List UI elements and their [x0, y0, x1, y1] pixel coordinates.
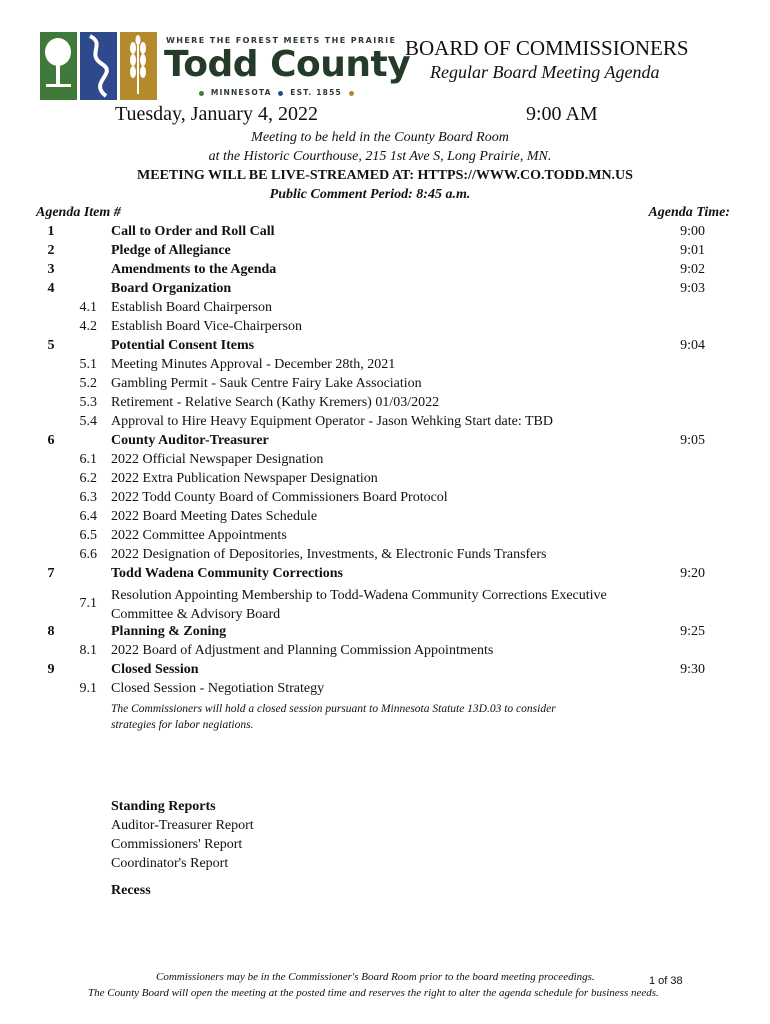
logo-est: EST. 1855 — [290, 88, 342, 97]
agenda-row — [0, 528, 770, 547]
agenda-subnumber: 7.1 — [79, 596, 97, 611]
agenda-row — [0, 452, 770, 471]
agenda-item-time: 9:04 — [680, 338, 705, 353]
agenda-item-7-1-line2: Committee & Advisory Board — [111, 607, 281, 622]
agenda-row — [0, 490, 770, 509]
standing-report-item: Commissioners' Report — [111, 837, 243, 852]
agenda-row — [0, 566, 770, 585]
agenda-subnumber: 6.5 — [79, 528, 97, 543]
agenda-item-time: 9:00 — [680, 224, 705, 239]
agenda-row — [0, 433, 770, 452]
standing-report-item: Coordinator's Report — [111, 856, 229, 871]
agenda-row — [0, 319, 770, 338]
agenda-row — [0, 300, 770, 319]
agenda-item-text: Amendments to the Agenda — [111, 262, 277, 277]
agenda-item-text: Call to Order and Roll Call — [111, 224, 275, 239]
agenda-item-text: Approval to Hire Heavy Equipment Operator - Jason Wehking Start date: TBD — [111, 414, 553, 429]
agenda-item-text: 2022 Board of Adjustment and Planning Commission Appointments — [111, 643, 494, 658]
closed-session-note — [111, 701, 556, 733]
agenda-item-time: 9:20 — [680, 566, 705, 581]
logo-subline — [196, 88, 357, 97]
closed-session-note-line1: The Commissioners will hold a closed session pursuant to Minnesota Statute 13D.03 to consider — [111, 703, 556, 715]
agenda-number: 4 — [47, 281, 55, 296]
agenda-item-text: Closed Session — [111, 662, 199, 677]
agenda-time-header: Agenda Time: — [648, 205, 730, 220]
agenda-number: 1 — [47, 224, 55, 239]
location-line-1: Meeting to be held in the County Board Room — [251, 130, 509, 145]
standing-report-item: Auditor-Treasurer Report — [111, 818, 254, 833]
agenda-item-text: Meeting Minutes Approval - December 28th, 2021 — [111, 357, 396, 372]
agenda-item-time: 9:25 — [680, 624, 705, 639]
dot-icon — [278, 91, 283, 96]
agenda-item-text: Establish Board Chairperson — [111, 300, 272, 315]
agenda-row — [0, 662, 770, 681]
agenda-item-time: 9:30 — [680, 662, 705, 677]
public-comment-period: Public Comment Period: 8:45 a.m. — [269, 187, 471, 202]
footer-line-2: The County Board will open the meeting at the posted time and reserves the right to alter the agenda schedule for business needs. — [88, 987, 659, 999]
board-subtitle: Regular Board Meeting Agenda — [430, 62, 660, 82]
footer-line-1: Commissioners may be in the Commissioner's Board Room prior to the board meeting proceedings. — [156, 971, 595, 983]
standing-reports-title: Standing Reports — [111, 799, 216, 814]
agenda-row — [0, 338, 770, 357]
agenda-item-text: 2022 Todd County Board of Commissioners Board Protocol — [111, 490, 448, 505]
agenda-item-text: County Auditor-Treasurer — [111, 433, 269, 448]
wheat-icon — [120, 32, 157, 100]
agenda-row — [0, 262, 770, 281]
agenda-subnumber: 9.1 — [79, 681, 97, 696]
agenda-number: 5 — [47, 338, 55, 353]
dot-icon — [349, 91, 354, 96]
agenda-row — [0, 509, 770, 528]
dot-icon — [199, 91, 204, 96]
logo-name: Todd County — [164, 44, 411, 85]
agenda-row — [0, 376, 770, 395]
agenda-item-text: 2022 Extra Publication Newspaper Designation — [111, 471, 378, 486]
agenda-item-text: 2022 Official Newspaper Designation — [111, 452, 324, 467]
agenda-item-text: Gambling Permit - Sauk Centre Fairy Lake Association — [111, 376, 422, 391]
agenda-item-7-1 — [111, 586, 607, 624]
meeting-date: Tuesday, January 4, 2022 — [115, 103, 318, 125]
agenda-item-text: Pledge of Allegiance — [111, 243, 231, 258]
agenda-subnumber: 5.3 — [79, 395, 97, 410]
agenda-row — [0, 224, 770, 243]
livestream-notice: MEETING WILL BE LIVE-STREAMED AT: HTTPS://WWW.CO.TODD.MN.US — [137, 168, 633, 183]
agenda-row — [0, 281, 770, 300]
agenda-subnumber: 6.3 — [79, 490, 97, 505]
agenda-subnumber: 6.2 — [79, 471, 97, 486]
agenda-item-text: 2022 Designation of Depositories, Investments, & Electronic Funds Transfers — [111, 547, 547, 562]
agenda-number: 7 — [47, 566, 55, 581]
agenda-row — [0, 471, 770, 490]
agenda-number: 2 — [47, 243, 55, 258]
agenda-row — [0, 547, 770, 566]
agenda-item-header: Agenda Item # — [36, 205, 121, 220]
agenda-number: 6 — [47, 433, 55, 448]
agenda-item-text: 2022 Committee Appointments — [111, 528, 287, 543]
location-line-2: at the Historic Courthouse, 215 1st Ave S, Long Prairie, MN. — [208, 149, 552, 164]
agenda-subnumber: 6.4 — [79, 509, 97, 524]
agenda-row — [0, 624, 770, 643]
agenda-item-7-1-line1: Resolution Appointing Membership to Todd-Wadena Community Corrections Executive — [111, 588, 607, 603]
tree-icon — [40, 32, 77, 100]
agenda-item-text: Retirement - Relative Search (Kathy Kremers) 01/03/2022 — [111, 395, 440, 410]
logo-tagline: WHERE THE FOREST MEETS THE PRAIRIE — [166, 36, 397, 45]
agenda-subnumber: 6.6 — [79, 547, 97, 562]
board-title: BOARD OF COMMISSIONERS — [405, 36, 689, 60]
agenda-subnumber: 5.2 — [79, 376, 97, 391]
agenda-item-text: Planning & Zoning — [111, 624, 227, 639]
agenda-row — [0, 643, 770, 662]
agenda-row — [0, 414, 770, 433]
agenda-item-time: 9:05 — [680, 433, 705, 448]
agenda-item-text: Closed Session - Negotiation Strategy — [111, 681, 325, 696]
agenda-item-time: 9:02 — [680, 262, 705, 277]
agenda-subnumber: 6.1 — [79, 452, 97, 467]
agenda-subnumber: 4.2 — [79, 319, 97, 334]
river-icon — [80, 32, 117, 100]
agenda-row — [0, 681, 770, 700]
closed-session-note-line2: strategies for labor negiations. — [111, 719, 254, 731]
agenda-number: 8 — [47, 624, 55, 639]
agenda-subnumber: 8.1 — [79, 643, 97, 658]
page-number: 1 of 38 — [649, 975, 683, 987]
todd-county-logo — [40, 32, 411, 102]
agenda-row — [0, 395, 770, 414]
agenda-item-time: 9:03 — [680, 281, 705, 296]
meeting-time: 9:00 AM — [526, 103, 598, 125]
agenda-number: 3 — [47, 262, 55, 277]
recess-label: Recess — [111, 883, 151, 898]
agenda-row — [0, 243, 770, 262]
agenda-row — [0, 357, 770, 376]
agenda-subnumber: 4.1 — [79, 300, 97, 315]
agenda-item-text: Potential Consent Items — [111, 338, 255, 353]
agenda-subnumber: 5.1 — [79, 357, 97, 372]
agenda-item-text: Establish Board Vice-Chairperson — [111, 319, 302, 334]
agenda-item-text: 2022 Board Meeting Dates Schedule — [111, 509, 318, 524]
agenda-number: 9 — [47, 662, 55, 677]
logo-state: MINNESOTA — [210, 88, 272, 97]
agenda-item-text: Todd Wadena Community Corrections — [111, 566, 343, 581]
agenda-subnumber: 5.4 — [79, 414, 97, 429]
agenda-item-text: Board Organization — [111, 281, 232, 296]
agenda-item-time: 9:01 — [680, 243, 705, 258]
